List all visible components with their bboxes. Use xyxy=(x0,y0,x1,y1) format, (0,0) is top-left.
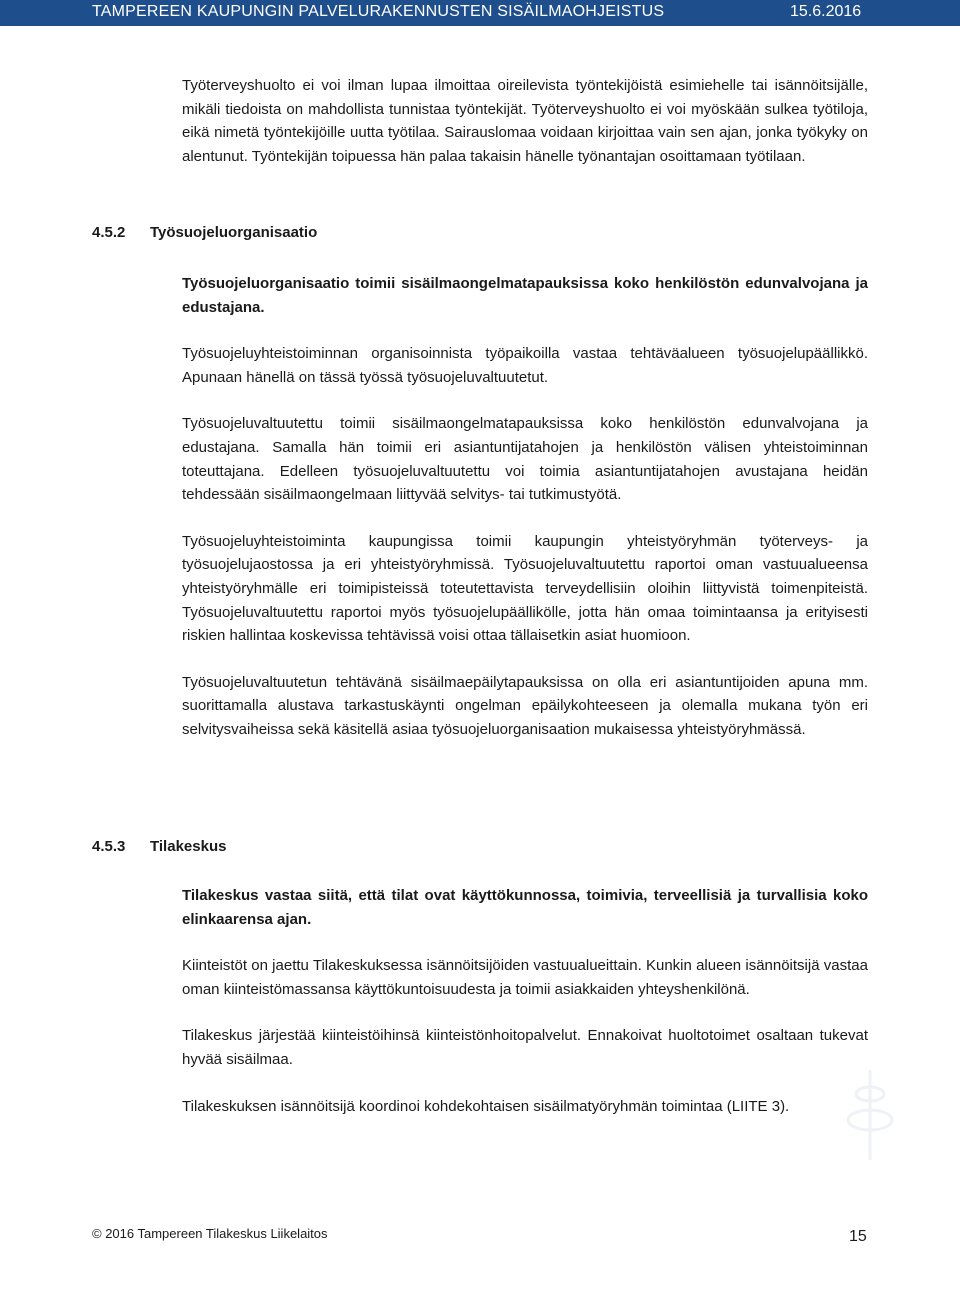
page-number: 15 xyxy=(849,1228,867,1245)
footer-copyright: © 2016 Tampereen Tilakeskus Liikelaitos xyxy=(92,1226,328,1241)
document-date: 15.6.2016 xyxy=(790,3,862,20)
paragraph: Työsuojeluyhteistoiminta kaupungissa toimii kaupungin yhteistyöryhmän työterveys- ja työsuojelujaostossa ja eri yhteistyöryhmissä. Työsuojeluvaltuutettu raportoi oman vastuualueensa yhteistyöryhmälle eri toimipisteissä toteutettavista terveydellisiin oloihin liittyvistä toimenpiteistä. Työsuojeluvaltuutettu raportoi myös työsuojelupäällikölle, jotta hän omaa toimintaansa ja erityisesti riskien hallintaa koskevissa tehtävissä voisi ottaa tällaisetkin asiat huomioon. xyxy=(182,532,868,645)
paragraph: Työsuojeluyhteistoiminnan organisoinnista työpaikoilla vastaa tehtäväalueen työsuojelupäällikkö. Apunaan hänellä on tässä työssä työsuojeluvaltuutetut. xyxy=(182,345,868,386)
section-heading-4-5-2 xyxy=(92,224,317,241)
section-heading-4-5-3 xyxy=(92,838,226,855)
paragraph: Tilakeskuksen isännöitsijä koordinoi kohdekohtaisen sisäilmatyöryhmän toimintaa (LIITE 3). xyxy=(182,1097,790,1115)
paragraph: Työterveyshuolto ei voi ilman lupaa ilmoittaa oireilevista työntekijöistä esimiehelle tai isännöitsijälle, mikäli tiedoista on mahdollista tunnistaa työntekijät. Työterveyshuolto ei voi myöskään sulkea työtiloja, eikä nimetä työntekijöille uutta työtilaa. Sairauslomaa voidaan kirjoittaa vain sen ajan, jonka työkyky on alentunut. Työntekijän toipuessa hän palaa takaisin hänelle työnantajan osoittamaan työtilaan. xyxy=(182,77,868,165)
section-lead: Työsuojeluorganisaatio toimii sisäilmaongelmatapauksissa koko henkilöstön edunvalvojana ja edustajana. xyxy=(182,275,868,316)
document-title: TAMPEREEN KAUPUNGIN PALVELURAKENNUSTEN SISÄILMAOHJEISTUS xyxy=(92,3,665,20)
paragraph: Kiinteistöt on jaettu Tilakeskuksessa isännöitsijöiden vastuualueittain. Kunkin alueen isännöitsijä vastaa oman kiinteistömassansa käyttökuntoisuudesta ja toimii asiakkaiden yhteyshenkilönä. xyxy=(182,957,868,998)
intro-paragraph xyxy=(182,74,868,168)
paragraph: Työsuojeluvaltuutetun tehtävänä sisäilmaepäilytapauksissa on olla eri asiantuntijoiden apuna mm. suorittamalla alustava tarkastuskäynti ongelman epäilykohteeseen ja olemalla mukana työn eri selvitysvaiheissa sekä käsitellä asiaa työsuojeluorganisaation mukaisessa yhteistyöryhmässä. xyxy=(182,673,868,738)
section-number: 4.5.2 xyxy=(92,224,126,241)
section-title: Työsuojeluorganisaatio xyxy=(150,224,318,241)
section-title: Tilakeskus xyxy=(150,838,227,855)
section-4-5-2-body xyxy=(182,272,868,742)
section-lead: Tilakeskus vastaa siitä, että tilat ovat käyttökunnossa, toimivia, terveellisiä ja turvallisia koko elinkaarensa ajan. xyxy=(182,887,868,928)
section-4-5-3-body xyxy=(182,884,868,1118)
paragraph: Työsuojeluvaltuutettu toimii sisäilmaongelmatapauksissa koko henkilöstön edunvalvojana ja edustajana. Samalla hän toimii eri asiantuntijatahojen ja henkilöstön välisen yhteistoiminnan toteuttajana. Edelleen työsuojeluvaltuutettu voi toimia asiantuntijatahojen avustajana heidän tehdessään sisäilmaongelmaan liittyvää selvitys- tai tutkimustyötä. xyxy=(182,415,868,504)
tampere-watermark-logo xyxy=(800,1060,910,1170)
section-number: 4.5.3 xyxy=(92,838,126,855)
paragraph: Tilakeskus järjestää kiinteistöihinsä kiinteistönhoitopalvelut. Ennakoivat huoltotoimet osaltaan tukevat hyvää sisäilmaa. xyxy=(182,1027,868,1068)
